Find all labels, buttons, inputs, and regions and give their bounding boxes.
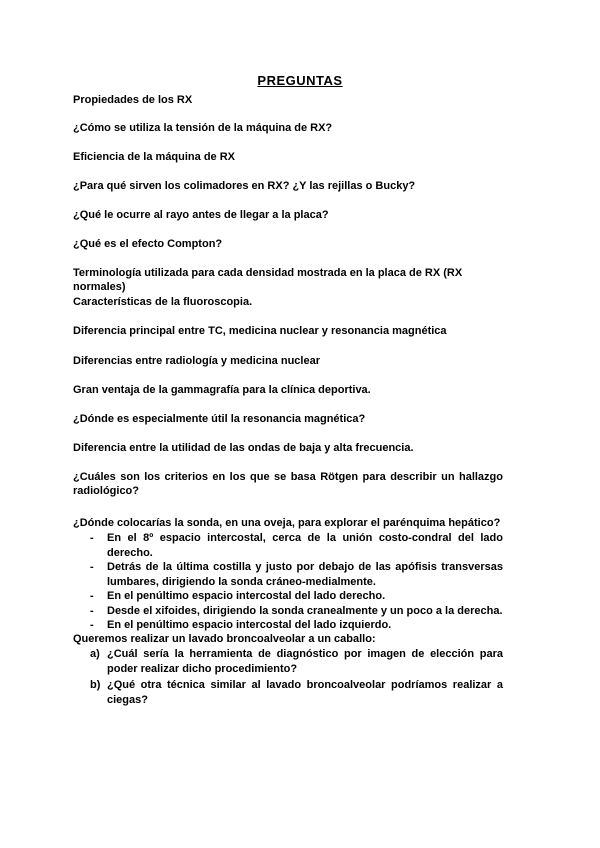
- question-13: Diferencia entre la utilidad de las ondas de baja y alta frecuencia.: [73, 442, 414, 454]
- question-4: ¿Para qué sirven los colimadores en RX? ¿Y las rejillas o Bucky?: [73, 180, 416, 192]
- question-3: Eficiencia de la máquina de RX: [73, 151, 235, 163]
- question-11: Gran ventaja de la gammagrafía para la clínica deportiva.: [73, 384, 371, 396]
- list-item: - Desde el xifoides, dirigiendo la sonda cranealmente y un poco a la derecha.: [73, 604, 503, 619]
- item-label: a): [90, 648, 100, 660]
- list-item: [73, 647, 503, 676]
- question-5: ¿Qué le ocurre al rayo antes de llegar a la placa?: [73, 209, 329, 221]
- list-item: [73, 678, 503, 707]
- question-10: Diferencias entre radiología y medicina nuclear: [73, 355, 320, 367]
- page-title: PREGUNTAS: [257, 73, 343, 88]
- item-label: b): [90, 679, 101, 691]
- list-item: - En el penúltimo espacio intercostal del lado derecho.: [73, 589, 503, 604]
- question-7: Terminología utilizada para cada densidad mostrada en la placa de RX (RX normales): [73, 267, 463, 293]
- list-item: - En el 8º espacio intercostal, cerca de la unión costo-condral del lado derecho.: [73, 531, 503, 560]
- question-1: Propiedades de los RX: [73, 94, 193, 106]
- sonda-question: ¿Dónde colocarías la sonda, en una oveja, para explorar el parénquima hepático?: [73, 517, 501, 529]
- caballo-items-list: [73, 647, 503, 709]
- question-8: Características de la fluoroscopia.: [73, 296, 253, 308]
- caballo-intro: Queremos realizar un lavado broncoalveolar a un caballo:: [73, 633, 376, 645]
- question-9: Diferencia principal entre TC, medicina nuclear y resonancia magnética: [73, 325, 447, 337]
- item-text: ¿Cuál sería la herramienta de diagnóstico por imagen de elección para poder realizar dicho procedimiento?: [107, 648, 503, 675]
- sonda-options-list: [73, 531, 503, 633]
- item-text: ¿Qué otra técnica similar al lavado broncoalveolar podríamos realizar a ciegas?: [107, 679, 503, 706]
- list-item: - Detrás de la última costilla y justo por debajo de las apófisis transversas lumbares, dirigiendo la sonda cráneo-medialmente.: [73, 560, 503, 589]
- question-6: ¿Qué es el efecto Compton?: [73, 238, 223, 250]
- question-2: ¿Cómo se utiliza la tensión de la máquina de RX?: [73, 122, 333, 134]
- question-14: ¿Cuáles son los criterios en los que se basa Rötgen para describir un hallazgo radiológico?: [73, 471, 503, 497]
- question-12: ¿Dónde es especialmente útil la resonancia magnética?: [73, 413, 366, 425]
- list-item: - En el penúltimo espacio intercostal del lado izquierdo.: [73, 618, 503, 633]
